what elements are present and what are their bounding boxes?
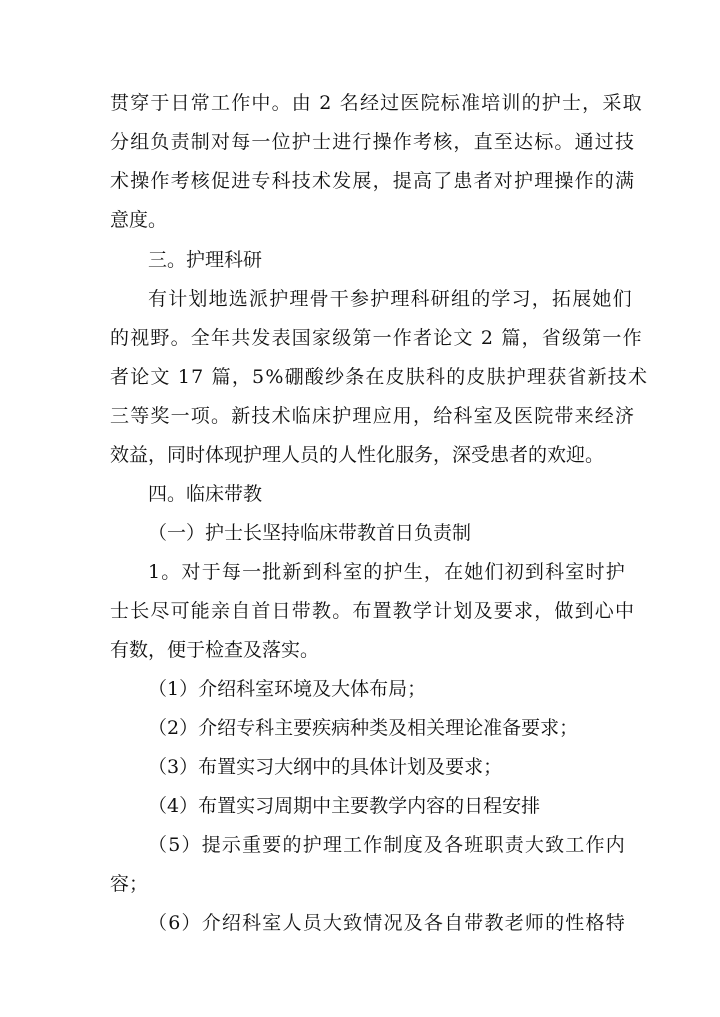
list-item: （6）介绍科室人员大致情况及各自带教老师的性格特 [148,912,626,934]
list-item: （2）介绍专科主要疾病种类及相关理论准备要求； [148,717,579,739]
section-heading: 四。临床带教 [148,483,263,505]
text-line: 的视野。全年共发表国家级第一作者论文 2 篇，省级第一作 [110,327,643,349]
list-item: （3）布置实习大纲中的具体计划及要求； [148,756,503,778]
text-line: 术操作考核促进专科技术发展，提高了患者对护理操作的满 [110,170,636,192]
section-heading: 三。护理科研 [148,249,263,271]
list-item: （5）提示重要的护理工作制度及各班职责大致工作内 [148,834,626,856]
subsection-heading: （一）护士长坚持临床带教首日负责制 [148,522,472,544]
text-line: 效益，同时体现护理人员的人性化服务，深受患者的欢迎。 [110,444,605,466]
text-line: 容； [110,873,149,895]
text-line: 有数，便于检查及落实。 [110,639,320,661]
text-line: 三等奖一项。新技术临床护理应用，给科室及医院带来经济 [110,405,636,427]
text-line: 1。对于每一批新到科室的护生，在她们初到科室时护 [148,561,626,583]
text-line: 有计划地选派护理骨干参护理科研组的学习，拓展她们 [148,288,633,310]
list-item: （4）布置实习周期中主要教学内容的日程安排 [148,795,541,817]
text-line: 者论文 17 篇，5%硼酸纱条在皮肤科的皮肤护理获省新技术 [110,366,649,388]
text-line: 士长尽可能亲自首日带教。布置教学计划及要求，做到心中 [110,600,636,622]
text-line: 分组负责制对每一位护士进行操作考核，直至达标。通过技 [110,131,636,153]
list-item: （1）介绍科室环境及大体布局； [148,678,427,700]
text-line: 贯穿于日常工作中。由 2 名经过医院标准培训的护士，采取 [110,92,643,114]
text-line: 意度。 [110,209,168,231]
